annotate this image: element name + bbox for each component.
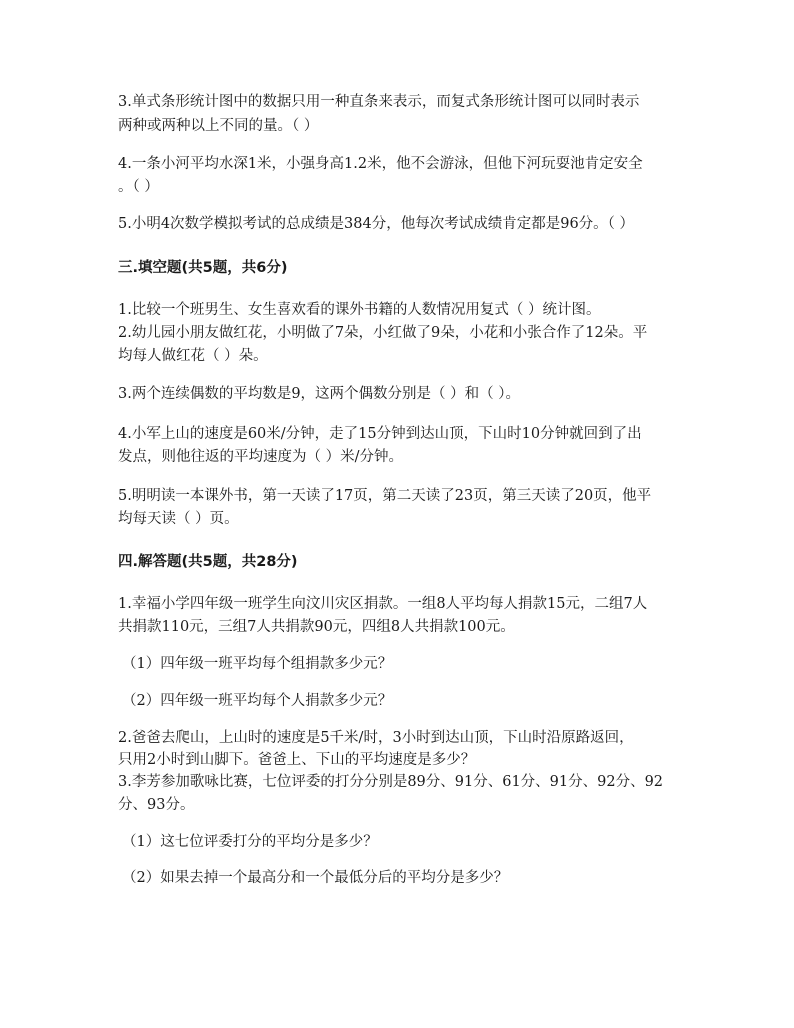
answer-q1-sub1: （1）四年级一班平均每个组捐款多少元？ [122, 656, 393, 672]
judgement-item-3-line2: 两种或两种以上不同的量。（ ） [118, 118, 319, 134]
section-3-title: 三.填空题(共5题，共6分) [118, 260, 288, 276]
judgement-item-4-line1: 4.一条小河平均水深1米，小强身高1.2米，他不会游泳，但他下河玩耍池肯定安全 [118, 156, 643, 172]
fill-item-3: 3.两个连续偶数的平均数是9，这两个偶数分别是（ ）和（ ）。 [118, 386, 521, 402]
fill-item-1: 1.比较一个班男生、女生喜欢看的课外书籍的人数情况用复式（ ）统计图。 [118, 302, 601, 318]
judgement-item-5: 5.小明4次数学模拟考试的总成绩是384分，他每次考试成绩肯定都是96分。（ ） [118, 216, 635, 232]
answer-q3-sub2: （2）如果去掉一个最高分和一个最低分后的平均分是多少？ [122, 870, 509, 886]
fill-item-2-line1: 2.幼儿园小朋友做红花，小明做了7朵，小红做了9朵，小花和小张合作了12朵。平 [118, 325, 648, 341]
answer-q1-line1: 1.幸福小学四年级一班学生向汶川灾区捐款。一组8人平均每人捐款15元，二组7人 [118, 596, 648, 612]
fill-item-5-line2: 均每天读（ ）页。 [118, 511, 239, 527]
answer-q3-line2: 分、93分。 [118, 797, 195, 813]
answer-q2-line1: 2.爸爸去爬山，上山时的速度是5千米/时，3小时到达山顶，下山时沿原路返回， [118, 730, 634, 746]
answer-q3-line1: 3.李芳参加歌咏比赛，七位评委的打分分别是89分、91分、61分、91分、92分、92 [118, 774, 664, 790]
answer-q1-line2: 共捐款110元，三组7人共捐款90元，四组8人共捐款100元。 [118, 619, 515, 635]
judgement-item-4-line2: 。（ ） [118, 179, 159, 195]
fill-item-4-line2: 发点，则他往返的平均速度为（ ）米/分钟。 [118, 449, 403, 465]
fill-item-4-line1: 4.小军上山的速度是60米/分钟，走了15分钟到达山顶，下山时10分钟就回到了出 [118, 426, 642, 442]
judgement-item-3-line1: 3.单式条形统计图中的数据只用一种直条来表示，而复式条形统计图可以同时表示 [118, 94, 640, 110]
answer-q1-sub2: （2）四年级一班平均每个人捐款多少元？ [122, 693, 393, 709]
section-4-title: 四.解答题(共5题，共28分) [118, 554, 298, 570]
fill-item-2-line2: 均每人做红花（ ）朵。 [118, 348, 268, 364]
answer-q2-line2: 只用2小时到山脚下。爸爸上、下山的平均速度是多少？ [118, 752, 476, 768]
answer-q3-sub1: （1）这七位评委打分的平均分是多少？ [122, 834, 378, 850]
fill-item-5-line1: 5.明明读一本课外书，第一天读了17页，第二天读了23页，第三天读了20页，他平 [118, 488, 652, 504]
